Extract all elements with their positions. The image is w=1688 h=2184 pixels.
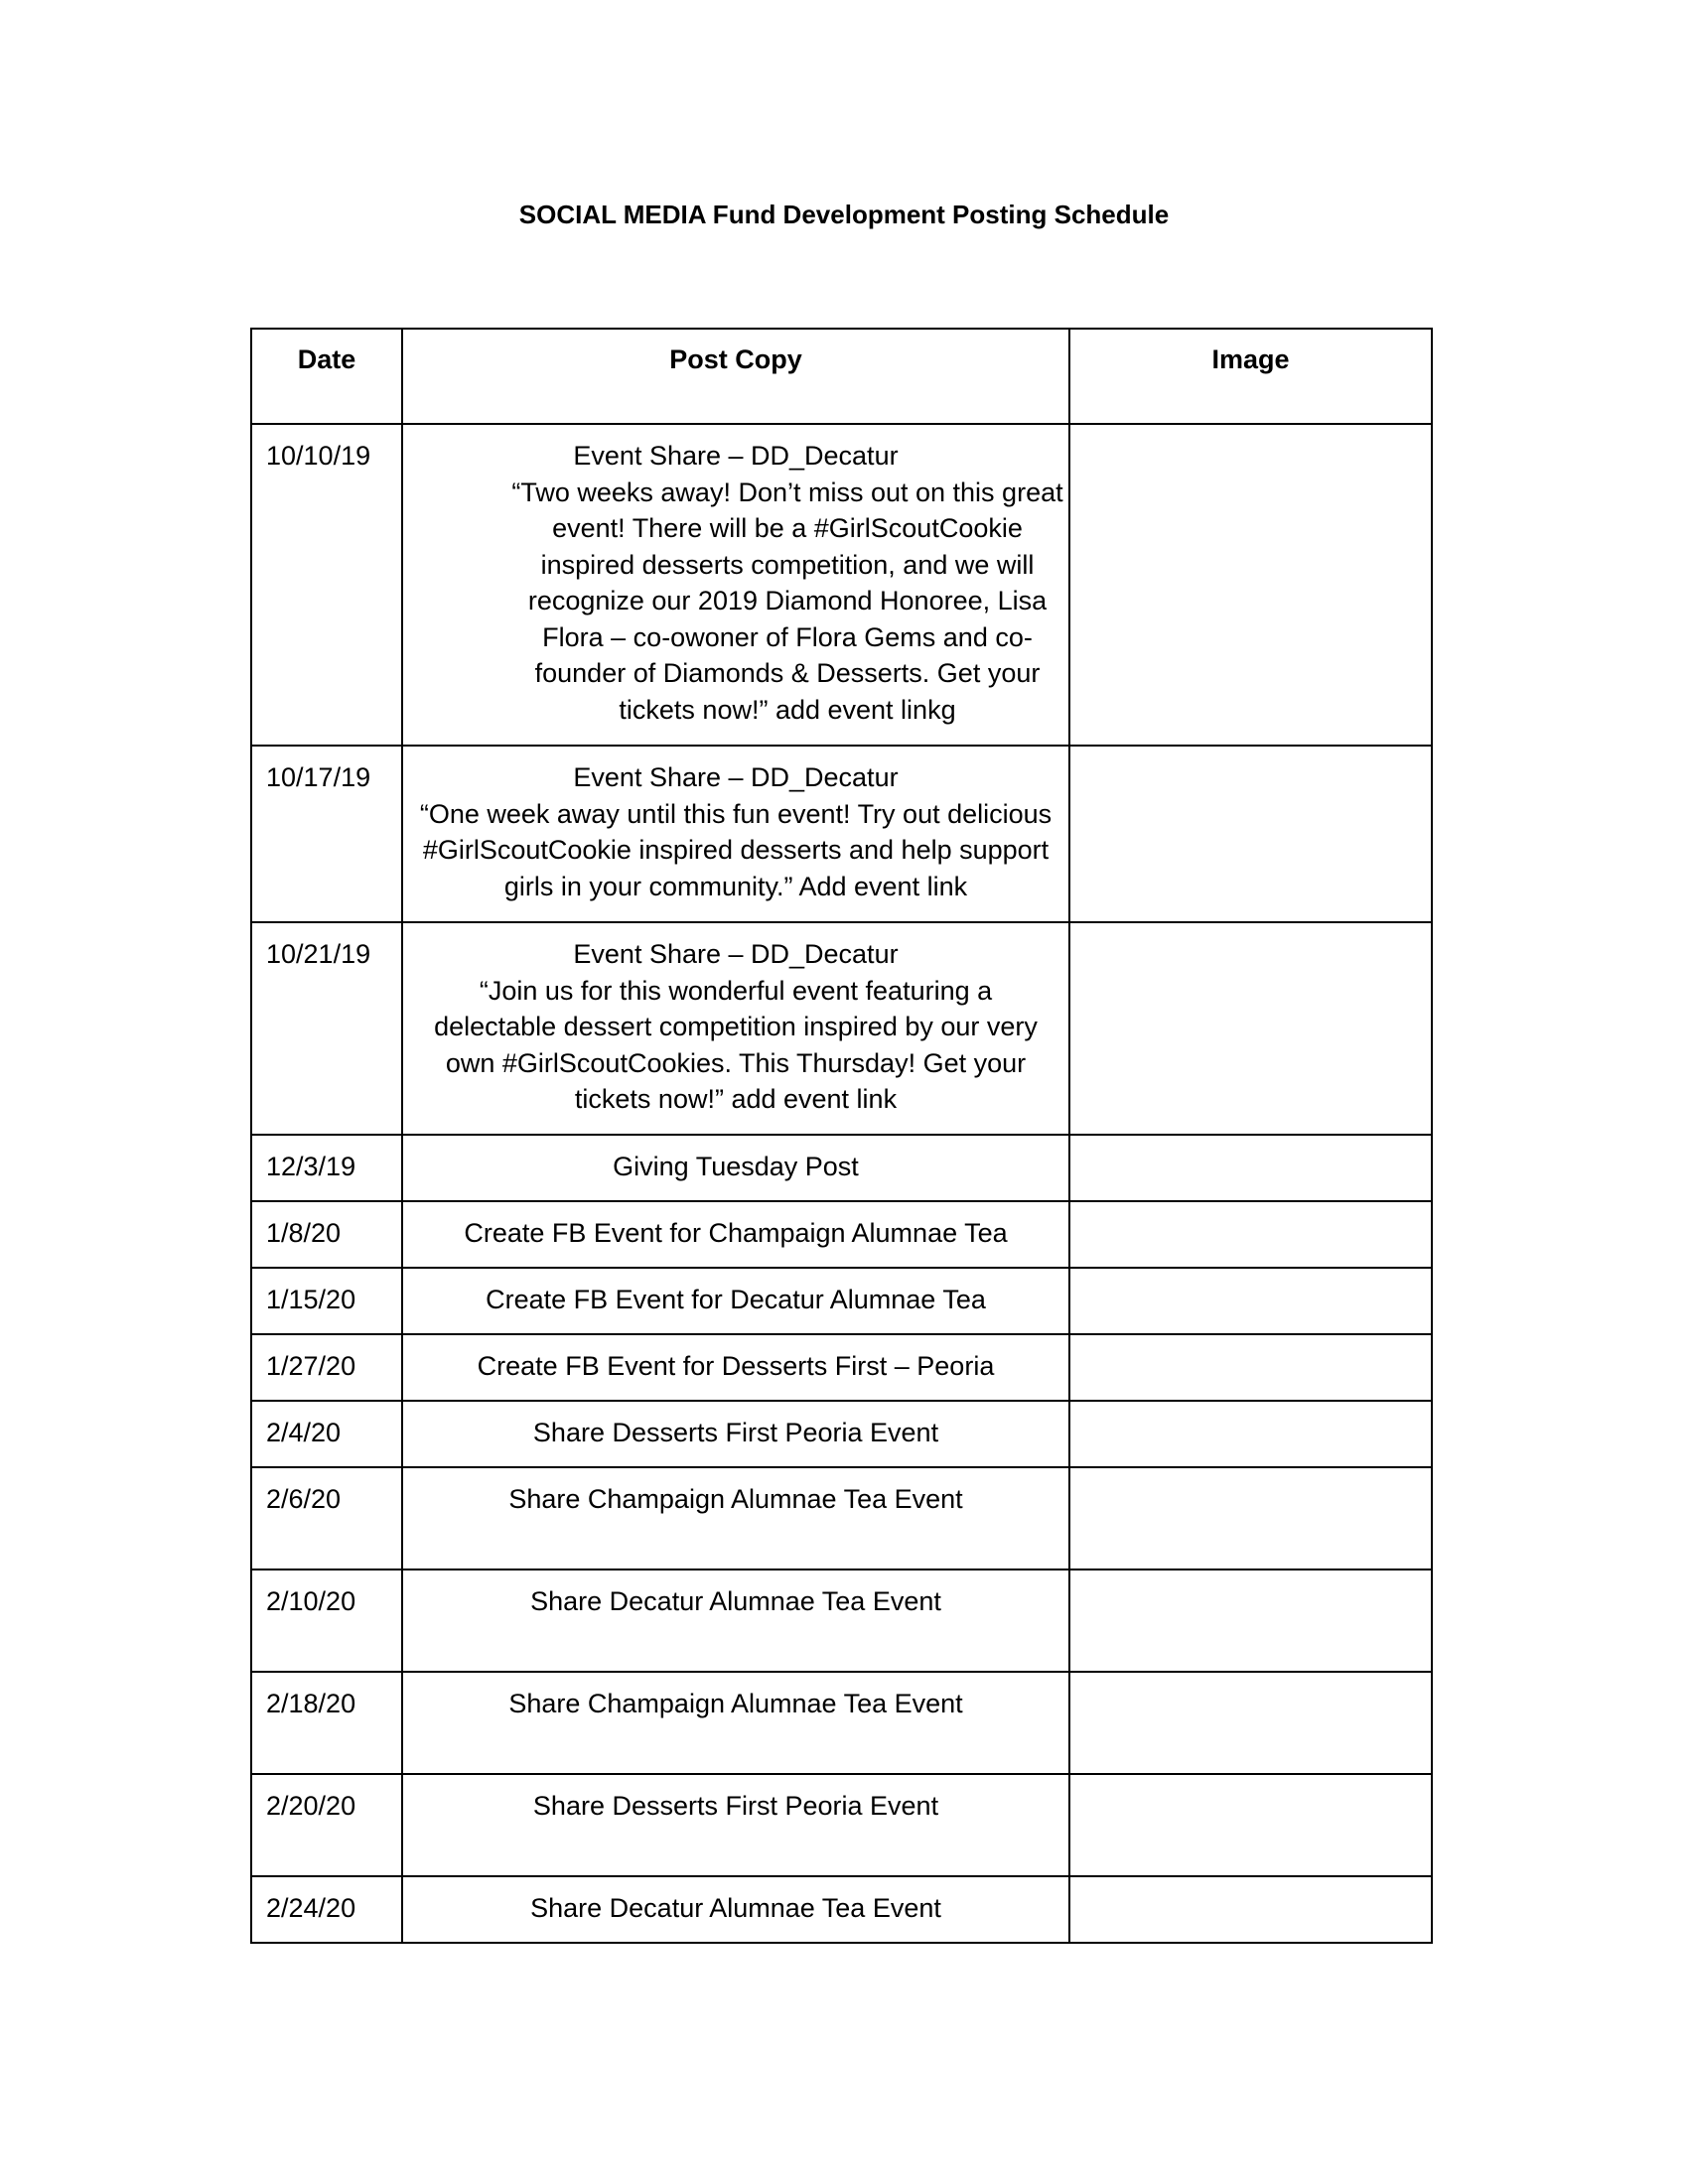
header-post-copy: Post Copy [402, 329, 1069, 424]
row-image [1069, 922, 1432, 1135]
row-image [1069, 1774, 1432, 1876]
row-image [1069, 1876, 1432, 1943]
row-post-copy: Create FB Event for Desserts First – Peoria [402, 1334, 1069, 1401]
row-date: 10/21/19 [251, 922, 402, 1135]
row-post-copy [402, 922, 1069, 1135]
row-image [1069, 1334, 1432, 1401]
row-date: 2/18/20 [251, 1672, 402, 1774]
row-image [1069, 1135, 1432, 1201]
table-row [251, 1334, 1432, 1401]
post-copy-title: Event Share – DD_Decatur [573, 762, 899, 792]
row-date: 2/6/20 [251, 1467, 402, 1570]
row-date: 1/27/20 [251, 1334, 402, 1401]
row-date: 2/10/20 [251, 1570, 402, 1672]
row-date: 2/4/20 [251, 1401, 402, 1467]
row-post-copy [402, 424, 1069, 746]
row-image [1069, 1401, 1432, 1467]
row-post-copy: Create FB Event for Champaign Alumnae Tea [402, 1201, 1069, 1268]
table-row [251, 1774, 1432, 1876]
post-copy-body: “One week away until this fun event! Try out delicious #GirlScoutCookie inspired desserts and help support girls in your community.” Add event link [419, 798, 1053, 901]
row-date: 10/10/19 [251, 424, 402, 746]
table-row [251, 1268, 1432, 1334]
table-row [251, 1876, 1432, 1943]
row-date: 2/20/20 [251, 1774, 402, 1876]
row-image [1069, 1672, 1432, 1774]
table-row [251, 746, 1432, 922]
row-post-copy: Share Desserts First Peoria Event [402, 1401, 1069, 1467]
row-post-copy: Share Decatur Alumnae Tea Event [402, 1876, 1069, 1943]
post-copy-title: Event Share – DD_Decatur [573, 441, 899, 471]
table-row [251, 1201, 1432, 1268]
header-date: Date [251, 329, 402, 424]
row-post-copy: Create FB Event for Decatur Alumnae Tea [402, 1268, 1069, 1334]
row-image [1069, 1570, 1432, 1672]
row-post-copy: Share Desserts First Peoria Event [402, 1774, 1069, 1876]
table-row [251, 1467, 1432, 1570]
row-post-copy: Share Decatur Alumnae Tea Event [402, 1570, 1069, 1672]
row-image [1069, 1467, 1432, 1570]
row-post-copy [402, 746, 1069, 922]
row-post-copy: Giving Tuesday Post [402, 1135, 1069, 1201]
table-row [251, 1570, 1432, 1672]
row-post-copy: Share Champaign Alumnae Tea Event [402, 1467, 1069, 1570]
row-date: 2/24/20 [251, 1876, 402, 1943]
posting-schedule-table [250, 328, 1433, 1944]
table-row [251, 1401, 1432, 1467]
page-title: SOCIAL MEDIA Fund Development Posting Schedule [518, 200, 1170, 229]
table-row [251, 922, 1432, 1135]
row-image [1069, 424, 1432, 746]
table-row [251, 424, 1432, 746]
row-post-copy: Share Champaign Alumnae Tea Event [402, 1672, 1069, 1774]
post-copy-body: “Join us for this wonderful event featuring a delectable dessert competition inspired by our very own #GirlScoutCookies. This Thursday! Get your tickets now!” add event link [434, 975, 1038, 1114]
post-copy-body: “Two weeks away! Don’t miss out on this great event! There will be a #GirlScoutCookie inspired desserts competition, and we will recognize our 2019 Diamond Honoree, Lisa Flora – co-owoner of Flora Gems and co-founder of Diamonds & Desserts. Get your tickets now!” add event linkg [511, 477, 1063, 725]
row-image [1069, 746, 1432, 922]
row-date: 10/17/19 [251, 746, 402, 922]
row-date: 1/15/20 [251, 1268, 402, 1334]
row-image [1069, 1268, 1432, 1334]
post-copy-title: Event Share – DD_Decatur [573, 939, 899, 969]
row-date: 12/3/19 [251, 1135, 402, 1201]
table-row [251, 1135, 1432, 1201]
row-image [1069, 1201, 1432, 1268]
header-image: Image [1069, 329, 1432, 424]
row-date: 1/8/20 [251, 1201, 402, 1268]
table-row [251, 1672, 1432, 1774]
table-header-row [251, 329, 1432, 424]
